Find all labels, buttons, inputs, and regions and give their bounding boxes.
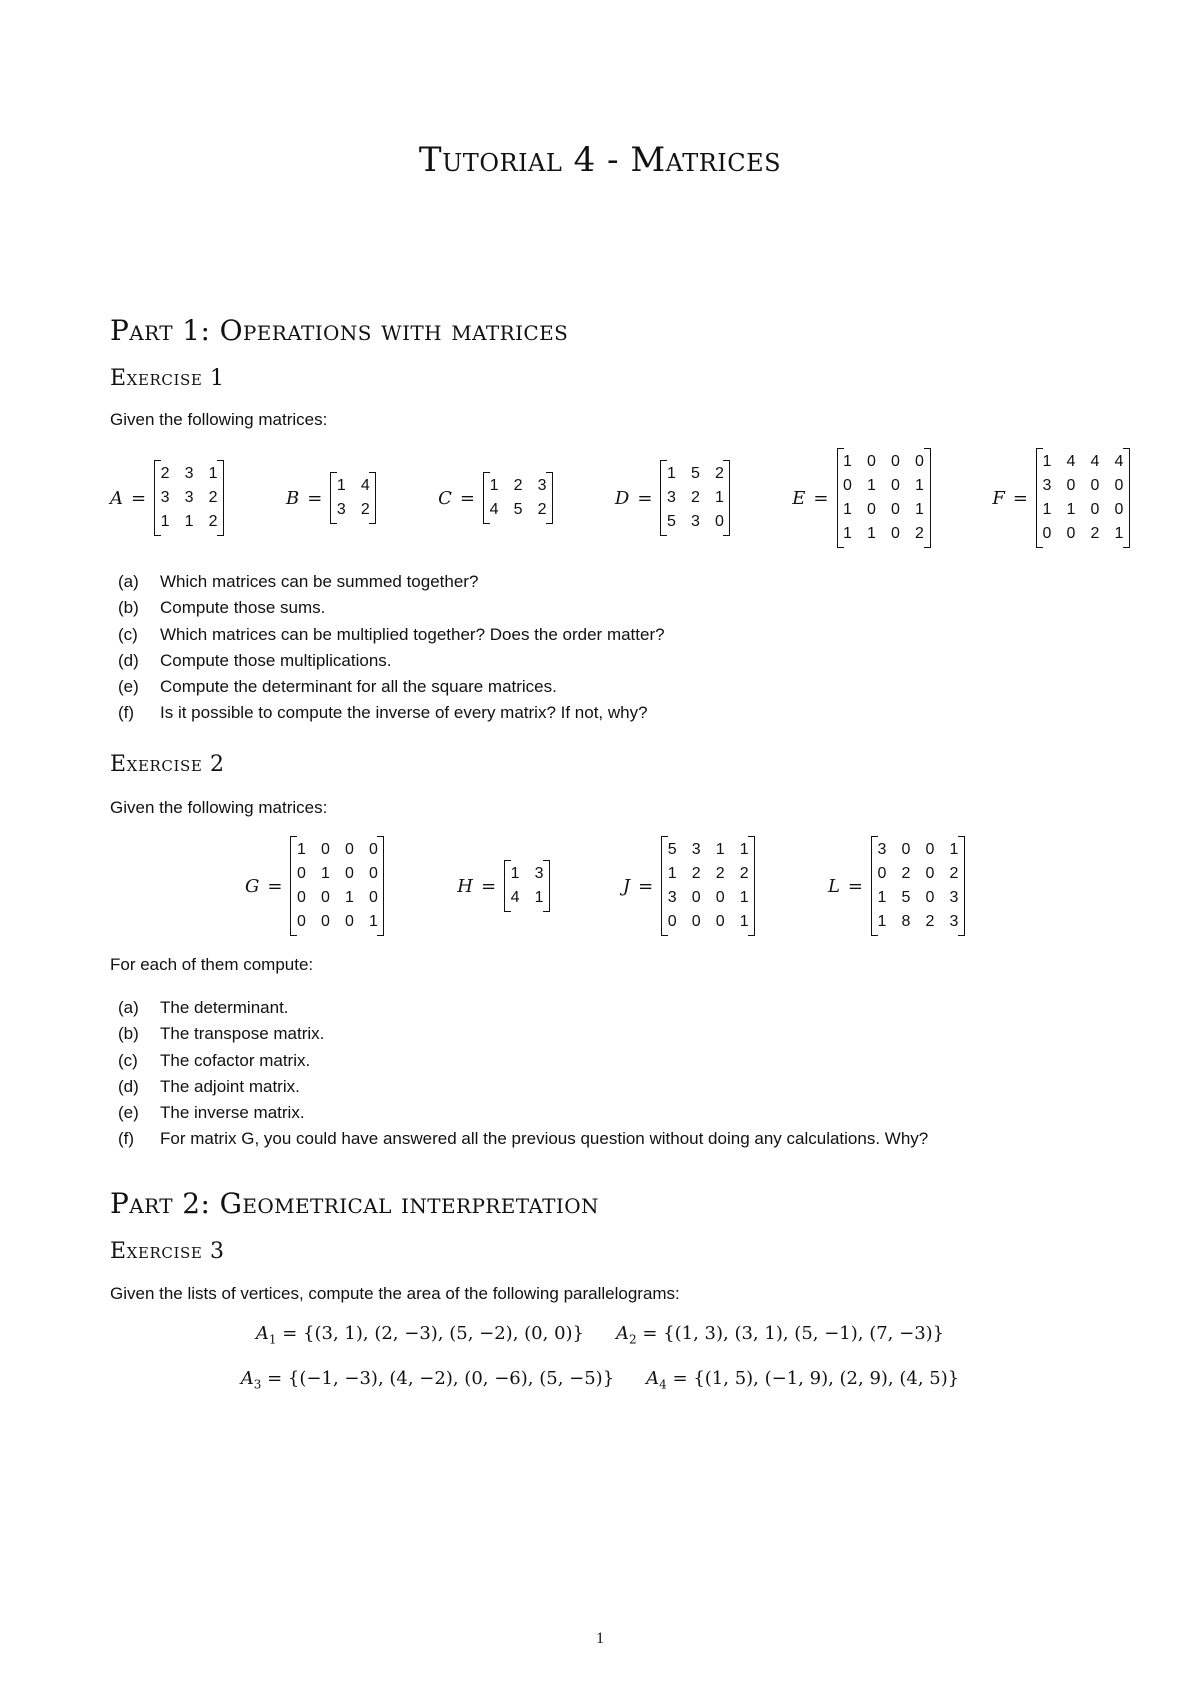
question-label: (b)	[118, 1024, 139, 1044]
parallelogram-row-2	[0, 1368, 1200, 1392]
matrix-entry: 5	[690, 465, 700, 482]
matrix-entry: 4	[489, 501, 499, 518]
matrix-entry: 0	[345, 865, 354, 882]
exercise2-matrices	[245, 836, 965, 936]
matrix-H	[457, 860, 550, 912]
matrix-name: H	[457, 875, 473, 897]
matrix-entry: 1	[510, 865, 520, 882]
matrix-entry: 1	[867, 477, 876, 494]
matrix-entry: 1	[1114, 525, 1124, 542]
question-label: (c)	[118, 1050, 138, 1070]
matrix-entry: 1	[336, 477, 346, 494]
matrix-entry: 4	[1066, 453, 1076, 470]
matrix-brackets	[661, 836, 755, 936]
matrix-A	[110, 460, 224, 536]
matrix-brackets	[290, 836, 384, 936]
question-label: (b)	[118, 598, 139, 618]
question-text: Compute the determinant for all the square matrices.	[160, 677, 557, 697]
matrix-grid	[871, 836, 965, 936]
matrix-entry: 0	[667, 913, 677, 930]
exercise1-question-a	[118, 569, 665, 595]
equals-sign: =	[813, 487, 829, 509]
matrix-entry: 3	[666, 489, 676, 506]
question-label: (a)	[118, 998, 139, 1017]
question-text: The inverse matrix.	[160, 1103, 305, 1123]
matrix-entry: 2	[691, 865, 701, 882]
matrix-entry: 0	[297, 913, 306, 930]
exercise2-questions	[118, 995, 928, 1153]
matrix-entry: 3	[690, 513, 700, 530]
matrix-entry: 1	[867, 525, 876, 542]
matrix-entry: 1	[739, 889, 749, 906]
matrix-entry: 2	[715, 865, 725, 882]
matrix-brackets	[154, 460, 224, 536]
matrix-entry: 0	[925, 865, 935, 882]
exercise1-question-b	[118, 595, 665, 621]
matrix-entry: 2	[690, 489, 700, 506]
matrix-entry: 0	[715, 889, 725, 906]
matrix-entry: 0	[925, 889, 935, 906]
parallelogram-3: $A_3 = \{(-1$, −3), (4, −2), (0, −6), (5, −5)}	[240, 1368, 615, 1392]
matrix-entry: 2	[208, 489, 218, 506]
matrix-entry: 3	[949, 889, 959, 906]
question-text: The transpose matrix.	[160, 1024, 325, 1044]
matrix-entry: 4	[1114, 453, 1124, 470]
matrix-entry: 1	[843, 453, 852, 470]
matrix-entry: 0	[321, 841, 330, 858]
question-text: For matrix G, you could have answered all the previous question without doing any calculations. Why?	[160, 1129, 929, 1149]
matrix-name: B	[285, 487, 300, 509]
matrix-entry: 2	[915, 525, 924, 542]
matrix-entry: 1	[915, 477, 924, 494]
matrix-entry: 0	[891, 453, 900, 470]
matrix-entry: 2	[1090, 525, 1100, 542]
matrix-brackets	[330, 472, 376, 524]
matrix-entry: 1	[489, 477, 499, 494]
question-label: (f)	[118, 1129, 135, 1149]
exercise1-intro: Given the following matrices:	[110, 410, 328, 429]
matrix-entry: 0	[1042, 525, 1052, 542]
matrix-entry: 3	[691, 841, 701, 858]
question-label: (f)	[118, 703, 135, 723]
matrix-entry: 4	[510, 889, 520, 906]
matrix-entry: 0	[321, 889, 330, 906]
question-label: (d)	[118, 1076, 139, 1096]
matrix-entry: 1	[877, 913, 887, 930]
equals-sign: =	[307, 487, 323, 509]
question-label: (c)	[118, 624, 138, 644]
question-text: Is it possible to compute the inverse of every matrix? If not, why?	[160, 703, 648, 723]
matrix-grid	[154, 460, 224, 536]
matrix-entry: 1	[739, 913, 749, 930]
parallelogram-2: $A_2 = \{(1$, 3), (3, 1), (5, −1), (7, −3)}	[616, 1323, 945, 1347]
matrix-entry: 1	[666, 465, 676, 482]
question-text: Which matrices can be summed together?	[160, 572, 479, 591]
matrix-J	[623, 836, 755, 936]
matrix-entry: 0	[345, 913, 354, 930]
exercise2-question-a	[118, 995, 928, 1021]
matrix-entry: 2	[949, 865, 959, 882]
page-number: 1	[596, 1630, 604, 1647]
matrix-brackets	[660, 460, 730, 536]
equals-sign: =	[847, 875, 863, 897]
matrix-entry: 0	[297, 889, 306, 906]
matrix-G	[245, 836, 384, 936]
matrix-name: E	[792, 487, 806, 509]
matrix-name: J	[622, 875, 631, 897]
matrix-entry: 2	[901, 865, 911, 882]
question-text: The determinant.	[160, 998, 289, 1017]
matrix-entry: 1	[1042, 453, 1052, 470]
matrix-entry: 1	[369, 913, 378, 930]
matrix-entry: 1	[877, 889, 887, 906]
matrix-entry: 3	[184, 465, 194, 482]
matrix-brackets	[871, 836, 965, 936]
matrix-entry: 3	[160, 489, 170, 506]
matrix-entry: 4	[360, 477, 370, 494]
matrix-entry: 1	[1042, 501, 1052, 518]
matrix-entry: 2	[208, 513, 218, 530]
matrix-entry: 1	[160, 513, 170, 530]
matrix-name: G	[245, 875, 260, 897]
matrix-entry: 3	[537, 477, 547, 494]
matrix-entry: 1	[667, 865, 677, 882]
equals-sign: =	[459, 487, 476, 509]
question-text: The cofactor matrix.	[160, 1050, 311, 1070]
exercise1-heading: Exercise 1	[110, 366, 225, 391]
matrix-entry: 1	[1066, 501, 1076, 518]
question-label: (e)	[118, 1103, 139, 1123]
matrix-entry: 3	[1042, 477, 1052, 494]
matrix-entry: 1	[715, 841, 725, 858]
parallelogram-4: $A_4 = \{(1$, 5), (−1, 9), (2, 9), (4, 5)}	[646, 1368, 960, 1392]
equals-sign: =	[131, 487, 147, 509]
matrix-entry: 0	[1090, 477, 1100, 494]
exercise2-heading: Exercise 2	[110, 752, 225, 777]
matrix-entry: 0	[345, 841, 354, 858]
matrix-entry: 2	[537, 501, 547, 518]
matrix-B	[286, 472, 376, 524]
matrix-entry: 0	[691, 889, 701, 906]
matrix-entry: 2	[160, 465, 170, 482]
matrix-entry: 0	[867, 501, 876, 518]
matrix-entry: 1	[714, 489, 724, 506]
matrix-entry: 0	[297, 865, 306, 882]
exercise2-question-e	[118, 1100, 928, 1126]
matrix-grid	[290, 836, 384, 936]
exercise1-question-e	[118, 674, 665, 700]
matrix-entry: 5	[513, 501, 523, 518]
matrix-entry: 3	[877, 841, 887, 858]
matrix-entry: 3	[534, 865, 544, 882]
matrix-entry: 1	[534, 889, 544, 906]
matrix-name: F	[992, 487, 1005, 509]
matrix-grid	[1036, 448, 1130, 548]
matrix-entry: 2	[714, 465, 724, 482]
matrix-entry: 2	[739, 865, 749, 882]
matrix-entry: 1	[843, 501, 852, 518]
matrix-name: L	[827, 875, 840, 897]
equals-sign: =	[267, 875, 283, 897]
matrix-entry: 1	[297, 841, 306, 858]
matrix-entry: 1	[208, 465, 218, 482]
matrix-name: A	[110, 487, 123, 509]
exercise2-compute-intro: For each of them compute:	[110, 955, 314, 974]
exercise2-question-f	[118, 1126, 928, 1152]
matrix-entry: 0	[1066, 477, 1076, 494]
matrix-entry: 5	[901, 889, 911, 906]
matrix-entry: 3	[949, 913, 959, 930]
exercise1-question-d	[118, 648, 665, 674]
matrix-entry: 0	[369, 889, 378, 906]
document-title: Tutorial 4 - Matrices	[418, 140, 782, 180]
matrix-entry: 0	[915, 453, 924, 470]
matrix-entry: 0	[321, 913, 330, 930]
matrix-entry: 1	[915, 501, 924, 518]
matrix-entry: 0	[1114, 477, 1124, 494]
matrix-F	[992, 448, 1130, 548]
matrix-entry: 5	[666, 513, 676, 530]
matrix-entry: 1	[321, 865, 330, 882]
equals-sign: =	[638, 875, 654, 897]
question-label: (d)	[118, 650, 139, 670]
matrix-entry: 0	[891, 501, 900, 518]
exercise1-question-c	[118, 622, 665, 648]
parallelogram-row-1	[0, 1323, 1200, 1347]
parallelogram-1: $A_1 = \{(3$, 1), (2, −3), (5, −2), (0, 0)}	[255, 1323, 584, 1347]
matrix-entry: 0	[867, 453, 876, 470]
question-text: Which matrices can be multiplied together? Does the order matter?	[160, 624, 665, 644]
matrix-name: D	[614, 487, 630, 509]
matrix-entry: 1	[739, 841, 749, 858]
matrix-grid	[483, 472, 553, 524]
question-text: Compute those sums.	[160, 598, 326, 618]
matrix-entry: 5	[667, 841, 677, 858]
matrix-entry: 0	[901, 841, 911, 858]
matrix-brackets	[837, 448, 931, 548]
matrix-entry: 0	[1066, 525, 1076, 542]
matrix-D	[615, 460, 731, 536]
matrix-entry: 0	[925, 841, 935, 858]
exercise2-intro: Given the following matrices:	[110, 798, 328, 817]
matrix-grid	[661, 836, 755, 936]
matrix-entry: 3	[667, 889, 677, 906]
exercise3-heading: Exercise 3	[110, 1239, 225, 1264]
part2-heading: Part 2: Geometrical interpretation	[110, 1187, 599, 1220]
matrix-entry: 8	[901, 913, 911, 930]
matrix-brackets	[1036, 448, 1130, 548]
question-label: (a)	[118, 572, 139, 591]
equals-sign: =	[637, 487, 653, 509]
matrix-brackets	[483, 472, 553, 524]
matrix-C	[438, 472, 553, 524]
matrix-L	[828, 836, 965, 936]
matrix-entry: 0	[369, 865, 378, 882]
matrix-E	[792, 448, 930, 548]
exercise3-intro: Given the lists of vertices, compute the area of the following parallelograms:	[110, 1284, 680, 1303]
part1-heading: Part 1: Operations with matrices	[110, 314, 569, 347]
matrix-entry: 1	[184, 513, 194, 530]
matrix-entry: 2	[925, 913, 935, 930]
matrix-entry: 0	[714, 513, 724, 530]
matrix-entry: 0	[877, 865, 887, 882]
exercise2-question-b	[118, 1021, 928, 1047]
matrix-entry: 2	[360, 501, 370, 518]
question-text: Compute those multiplications.	[160, 650, 392, 670]
matrix-entry: 1	[949, 841, 959, 858]
matrix-entry: 4	[1090, 453, 1100, 470]
question-text: The adjoint matrix.	[160, 1076, 300, 1096]
equals-sign: =	[480, 875, 497, 897]
exercise1-question-f	[118, 700, 665, 726]
exercise1-matrices	[110, 448, 1130, 548]
equals-sign: =	[1012, 487, 1028, 509]
matrix-grid	[504, 860, 550, 912]
matrix-entry: 0	[1114, 501, 1124, 518]
matrix-entry: 0	[891, 525, 900, 542]
matrix-entry: 0	[691, 913, 701, 930]
matrix-entry: 1	[345, 889, 354, 906]
matrix-grid	[330, 472, 376, 524]
matrix-entry: 3	[336, 501, 346, 518]
exercise2-question-c	[118, 1048, 928, 1074]
question-label: (e)	[118, 677, 139, 697]
matrix-entry: 2	[513, 477, 523, 494]
exercise2-question-d	[118, 1074, 928, 1100]
matrix-name: C	[438, 487, 452, 509]
matrix-entry: 3	[184, 489, 194, 506]
matrix-entry: 0	[369, 841, 378, 858]
matrix-entry: 0	[1090, 501, 1100, 518]
matrix-entry: 0	[891, 477, 900, 494]
matrix-entry: 1	[843, 525, 852, 542]
matrix-entry: 0	[843, 477, 852, 494]
matrix-grid	[837, 448, 931, 548]
matrix-grid	[660, 460, 730, 536]
matrix-brackets	[504, 860, 550, 912]
matrix-entry: 0	[715, 913, 725, 930]
exercise1-questions	[118, 569, 665, 727]
